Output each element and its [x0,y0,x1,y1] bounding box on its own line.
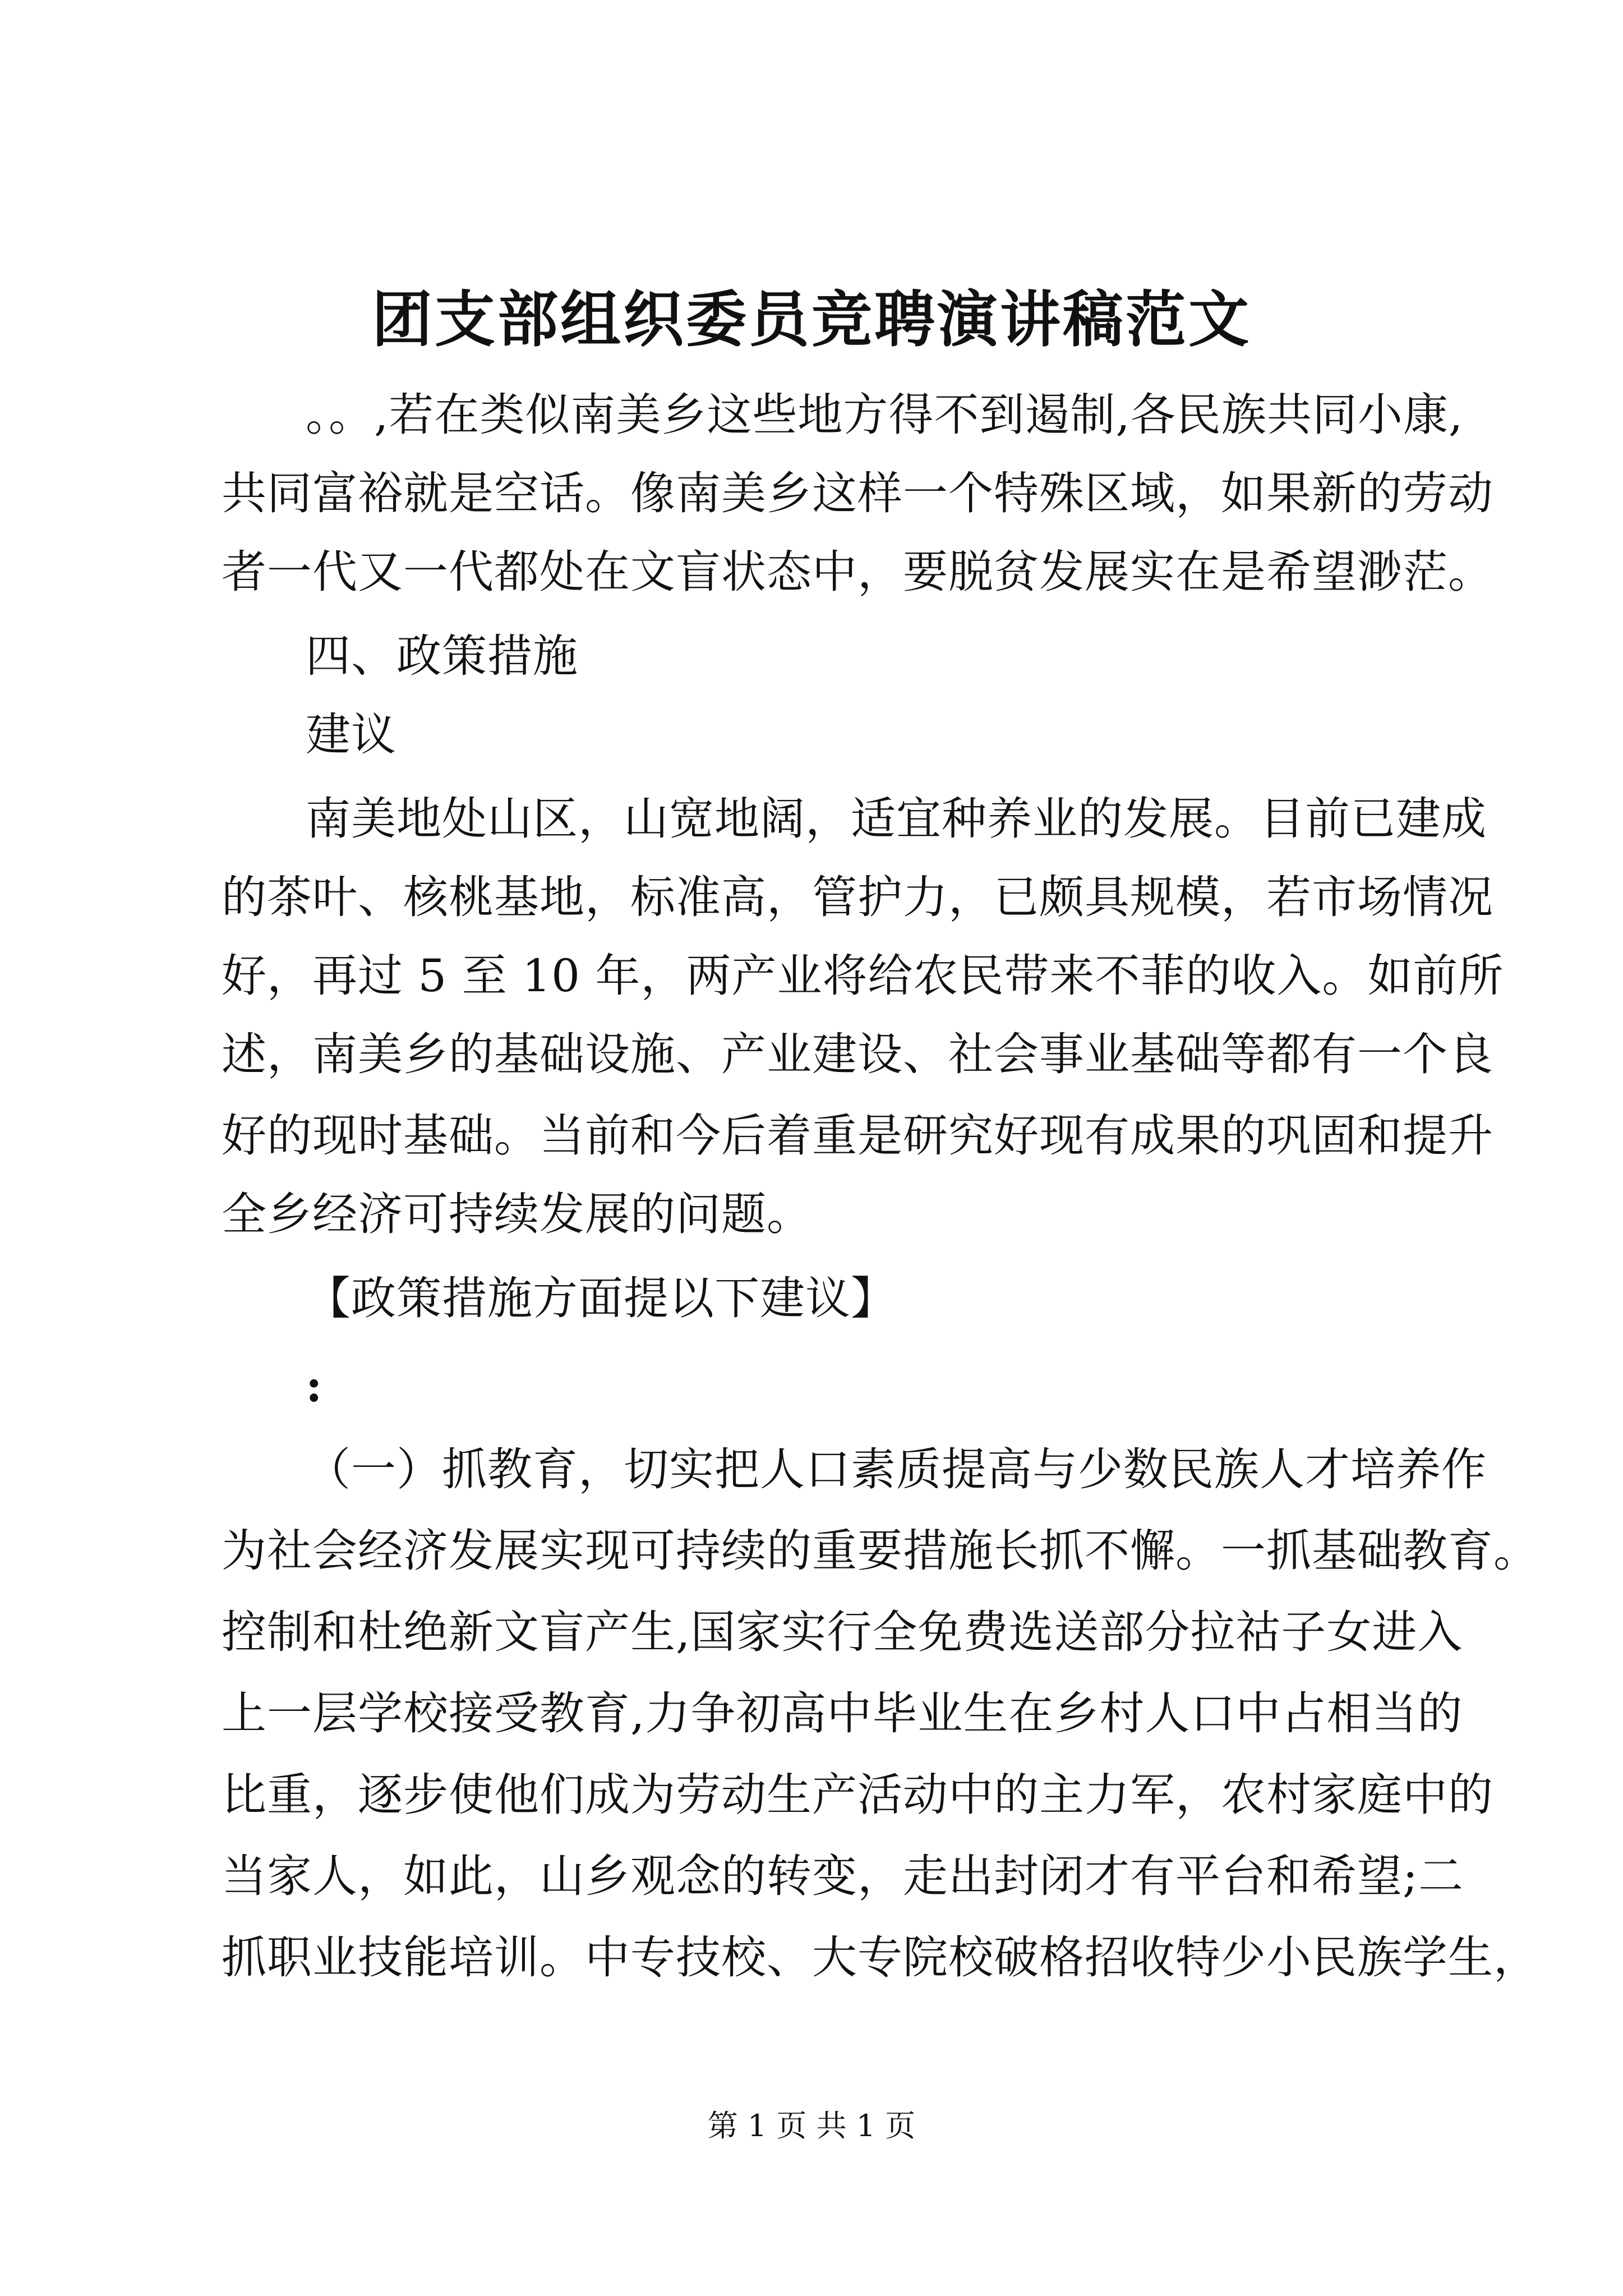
paragraph-line: 。。,若在类似南美乡这些地方得不到遏制,各民族共同小康, [306,389,1464,441]
paragraph-line: （一）抓教育，切实把人口素质提高与少数民族人才培养作 [306,1443,1487,1496]
page-footer: 第 1 页 共 1 页 [707,2108,916,2143]
paragraph-line: 南美地处山区，山宽地阔，适宜种养业的发展。目前已建成 [306,793,1487,845]
section-heading: 四、政策措施 [306,630,578,682]
paragraph-line: 好，再过 5 至 10 年，两产业将给农民带来不菲的收入。如前所 [222,950,1504,1002]
paragraph-line: 述，南美乡的基础设施、产业建设、社会事业基础等都有一个良 [222,1028,1493,1080]
paragraph-line: 当家人，如此，山乡观念的转变，走出封闭才有平台和希望;二 [222,1850,1464,1902]
document-title: 团支部组织委员竞聘演讲稿范文 [371,284,1251,355]
bracket-heading: 【政策措施方面提以下建议】 [306,1272,896,1324]
paragraph-line: 全乡经济可持续发展的问题。 [222,1188,812,1240]
paragraph-line: 共同富裕就是空话。像南美乡这样一个特殊区域，如果新的劳动 [222,467,1493,519]
paragraph-line: 抓职业技能培训。中专技校、大专院校破格招收特少小民族学生， [222,1931,1539,1984]
paragraph-line: 好的现时基础。当前和今后着重是研究好现有成果的巩固和提升 [222,1110,1493,1162]
paragraph-line: 比重，逐步使他们成为劳动生产活动中的主力军，农村家庭中的 [222,1769,1493,1821]
subheading: 建议 [306,708,396,761]
paragraph-line: 上一层学校接受教育,力争初高中毕业生在乡村人口中占相当的 [222,1687,1463,1740]
paragraph-line: 为社会经济发展实现可持续的重要措施长抓不懈。一抓基础教育。 [222,1525,1539,1577]
paragraph-line: 控制和杜绝新文盲产生,国家实行全免费选送部分拉祜子女进入 [222,1606,1463,1658]
paragraph-line: 的茶叶、核桃基地，标准高，管护力，已颇具规模，若市场情况 [222,871,1493,923]
paragraph-line: 者一代又一代都处在文盲状态中，要脱贫发展实在是希望渺茫。 [222,546,1493,598]
colon-line: : [306,1359,323,1412]
